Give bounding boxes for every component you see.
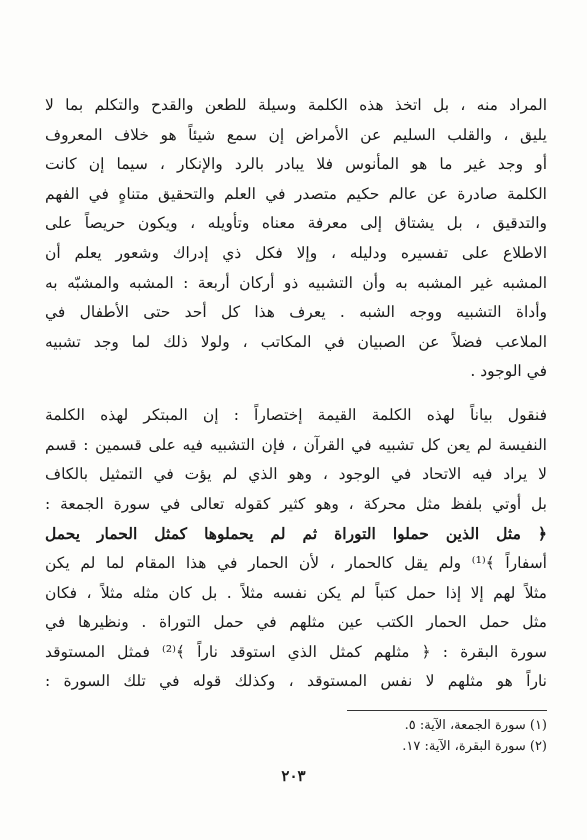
text-line: في الوجود . — [470, 362, 547, 381]
text-line: الملاعب فضلاً عن الصبيان في المكاتب ، ولولا ذلك لما وجد تشبيه — [45, 332, 547, 351]
footnote: (١) سورة الجمعة، الآية: ٥. — [404, 718, 547, 733]
text-line: الاطلاع على تفسيره ودليله ، وإلا فكل ذي إدراك وشعور يعلم أن — [45, 243, 547, 262]
text-line: مثل حمل الحمار الكتب عين مثلهم في حمل التوراة . ونظيرها في — [45, 613, 547, 632]
text-line: أسفاراً ﴾⁽¹⁾ ولم يقل كالحمار ، لأن الحمار في هذا المقام لما لم يكن — [45, 553, 547, 572]
text-line: فنقول بياناً لهذه الكلمة القيمة إختصاراً : إن المبتكر لهذه الكلمة — [45, 405, 547, 424]
text-line: والتدقيق ، بل يشتاق إلى معرفة معناه وتأويله ، ويكون حريصاً على — [45, 214, 547, 233]
footnotes — [247, 715, 547, 757]
body-text — [45, 91, 547, 697]
text-line: لا يراد فيه الاتحاد في الوجود ، وهو الذي لم يؤت في التمثيل بالكاف — [45, 465, 547, 484]
text-line: المشبه غير المشبه به وأن التشبيه ذو أركان أربعة : المشبه والمشبّه به — [45, 273, 547, 292]
text-line: النفيسة لم يعن كل تشبيه في القرآن ، فإن التشبيه فيه على قسمين : قسم — [45, 435, 547, 454]
text-line: أو وجد غير ما هو المأنوس فلا يبادر بالرد والإنكار ، سيما إن كانت — [45, 155, 547, 174]
footnote-divider — [347, 710, 547, 711]
text-line: سورة البقرة : ﴿ مثلهم كمثل الذي استوقد ناراً ﴾⁽²⁾ فمثل المستوقد — [45, 642, 547, 661]
quran-verse-line: ﴿ مثل الذين حملوا التوراة ثم لم يحملوها كمثل الحمار يحمل — [45, 524, 547, 544]
text-line: الكلمة صادرة عن عالم حكيم متصدر في العلم والتحقيق متناهٍ في الفهم — [45, 184, 547, 203]
text-line: المراد منه ، بل اتخذ هذه الكلمة وسيلة للطعن والقدح والتكلم بما لا — [45, 96, 547, 114]
text-line: ناراً هو مثلهم لا نفس المستوقد ، وكذلك قوله في تلك السورة : — [45, 672, 547, 691]
text-line: وأداة التشبيه ووجه الشبه . يعرف هذا كل أحد حتى الأطفال في — [45, 303, 547, 322]
text-line: يليق ، والقلب السليم عن الأمراض إن سمع شيئاً هو خلاف المعروف — [45, 125, 547, 144]
page-number: ٢٠٣ — [281, 767, 306, 785]
text-line: مثلاً لهم إلا إذا حمل كتباً لم يكن نفسه مثلاً . بل كان مثله مثلاً ، فكان — [45, 583, 547, 602]
footnote: (٢) سورة البقرة، الآية: ١٧. — [402, 739, 547, 754]
text-line: بل أوتي بلفظ مثل محركة ، وهو كثير كقوله تعالى في سورة الجمعة : — [45, 494, 547, 513]
